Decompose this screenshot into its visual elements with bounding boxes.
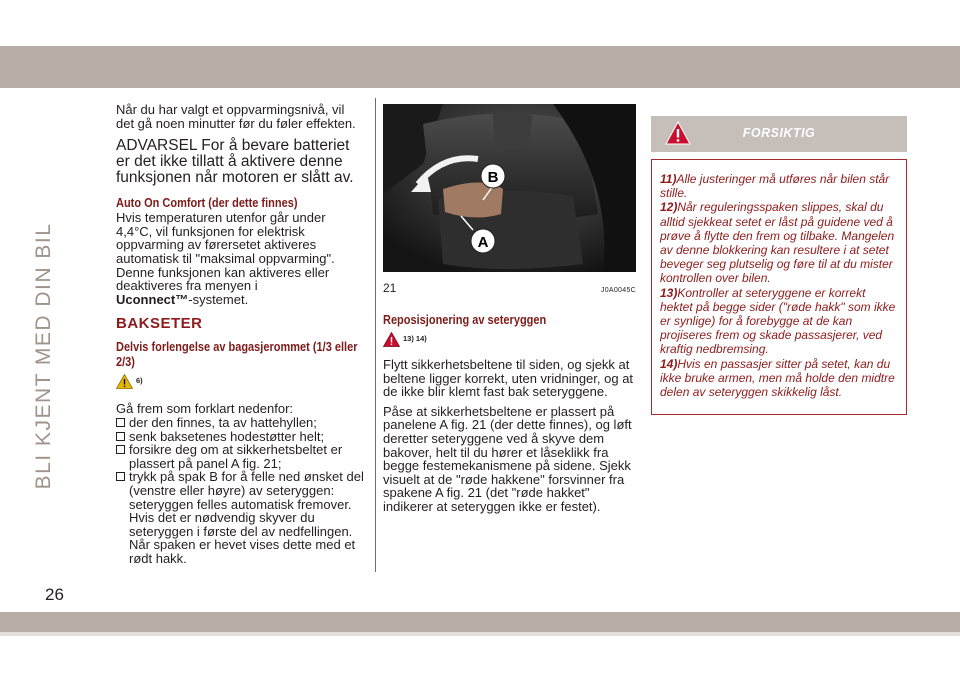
note-text: Alle justeringer må utføres når bilen står stille. bbox=[660, 172, 890, 201]
figure-caption bbox=[383, 281, 636, 295]
section-title-baksete: BAKSETER bbox=[116, 315, 203, 333]
chapter-side-title: BLI KJENT MED DIN BIL bbox=[32, 222, 55, 490]
auto-on-paragraph bbox=[116, 211, 364, 306]
figure-code: J0A0045C bbox=[600, 287, 636, 294]
column-left bbox=[116, 103, 364, 565]
step-item bbox=[116, 416, 364, 430]
caution-title: FORSIKTIG bbox=[742, 126, 816, 140]
checkbox-bullet-icon bbox=[116, 472, 125, 481]
checkbox-bullet-icon bbox=[116, 432, 125, 441]
battery-warning: ADVARSEL For å bevare batteriet er det ikke tillatt å aktivere denne funksjonen når motoren er slått av. bbox=[116, 137, 354, 187]
checkbox-bullet-icon bbox=[116, 445, 125, 454]
note-text: Kontroller at seteryggene er korrekt hektet på begge sider ("røde hakk" som ikke er synlige) for å forebygge at de kan projiseres frem og skade passasjerer, ved kraftig nedbremsing. bbox=[660, 285, 896, 357]
caution-notes bbox=[651, 159, 907, 415]
footer-band bbox=[0, 612, 960, 632]
warning-reference bbox=[383, 332, 636, 354]
figure-number: 21 bbox=[383, 281, 397, 295]
header-band bbox=[0, 46, 960, 88]
page-top-margin bbox=[0, 0, 960, 46]
auto-on-suffix: -systemet. bbox=[188, 291, 249, 307]
caution-note bbox=[660, 357, 900, 400]
warning-reference bbox=[116, 374, 364, 396]
column-middle bbox=[383, 104, 636, 514]
warning-triangle-icon bbox=[383, 332, 400, 347]
step-item bbox=[116, 430, 364, 444]
note-number: 11) bbox=[660, 172, 677, 186]
footer-line bbox=[0, 632, 960, 636]
step-item bbox=[116, 470, 364, 565]
page-number: 26 bbox=[45, 585, 64, 604]
label-a: A bbox=[477, 234, 489, 251]
intro-paragraph: Når du har valgt et oppvarmingsnivå, vil det gå noen minutter før du føler effekten. bbox=[116, 102, 356, 131]
caution-header bbox=[651, 116, 907, 152]
caution-note bbox=[660, 200, 900, 285]
note-number: 14) bbox=[660, 356, 678, 371]
note-text: Når reguleringsspaken slippes, skal du alltid sjekkeat setet er låst på guidene ved å prøve å flytte den frem og tilbake. Mangelen av denne blokkering kan resultere i at setet beveger seg plutselig og føre til at du mister kontrollen over bilen. bbox=[660, 200, 895, 286]
step-text: der den finnes, ta av hattehyllen; bbox=[129, 414, 317, 430]
column-divider bbox=[375, 98, 376, 572]
steps-intro: Gå frem som forklart nedenfor: bbox=[116, 401, 294, 417]
caution-note bbox=[660, 172, 900, 200]
step-text: senk baksetenes hodestøtter helt; bbox=[129, 428, 325, 444]
auto-on-text: Hvis temperaturen utenfor går under 4,4°C, vil funksjonen for elektrisk oppvarming av førersetet aktiveres automatisk til "maksimal oppvarming". Denne funksjonen kan aktiveres eller deaktiveres fra menyen i bbox=[116, 210, 335, 294]
uconnect-brand: Uconnect™ bbox=[116, 291, 189, 307]
warning-triangle-icon bbox=[116, 374, 133, 389]
caution-note bbox=[660, 286, 900, 357]
step-text: trykk på spak B for å felle ned ønsket del (venstre eller høyre) av seteryggen: seteryggen felles automatisk fremover. Hvis det er nødvendig skyver du seteryggen i første del av nedfellingen. Når spaken er hevet vises dette med et rødt hakk. bbox=[129, 469, 364, 566]
warning-ref-number: 6) bbox=[136, 376, 143, 386]
step-text: forsikre deg om at sikkerhetsbeltet er plassert på panel A fig. 21; bbox=[129, 442, 343, 471]
note-number: 12) bbox=[660, 200, 678, 215]
split-fold-heading: Delvis forlengelse av bagasjerommet (1/3 eller 2/3) bbox=[116, 340, 358, 370]
reposition-heading: Reposisjonering av seteryggen bbox=[383, 313, 547, 327]
note-number: 13) bbox=[660, 285, 678, 300]
reposition-paragraph-1: Flytt sikkerhetsbeltene til siden, og sjekk at beltene ligger korrekt, uten vridninger, og at de ikke blir klemt fast bak seteryggene. bbox=[383, 357, 634, 400]
reposition-paragraph-2: Påse at sikkerhetsbeltene er plassert på panelene A fig. 21 (der dette finnes), og løft deretter seteryggene ved å skyve dem bakover, helt til du hører et låseklikk fra begge festemekanismene på sidene. Sjekk visuelt at de "røde hakkene" forsvinner fra spakene A fig. 21 (det "røde hakket" indikerer at seteryggen ikke er festet). bbox=[383, 403, 632, 514]
checkbox-bullet-icon bbox=[116, 418, 125, 427]
rear-seat-illustration bbox=[383, 104, 636, 272]
step-item bbox=[116, 443, 364, 470]
warning-ref-number: 13) 14) bbox=[403, 334, 427, 343]
auto-on-heading: Auto On Comfort (der dette finnes) bbox=[116, 196, 298, 211]
note-text: Hvis en passasjer sitter på setet, kan du ikke bruke armen, men må holde den midtre delen av seteryggen skikkelig låst. bbox=[660, 356, 895, 400]
label-b: B bbox=[487, 169, 499, 186]
figure-21-photo bbox=[383, 104, 636, 272]
